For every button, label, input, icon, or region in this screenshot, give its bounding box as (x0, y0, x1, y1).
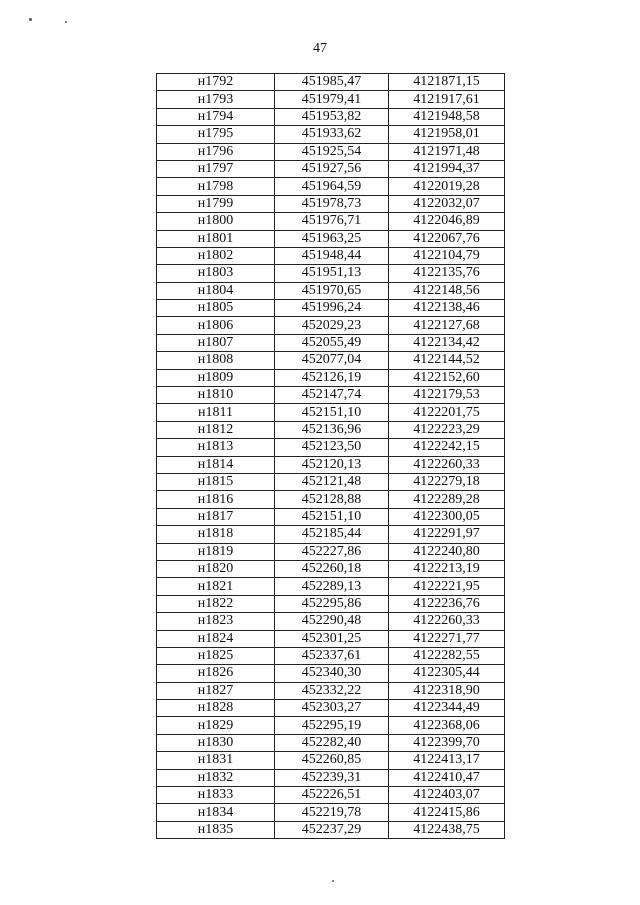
table-row (157, 630, 505, 647)
x-coordinate-cell: 452055,49 (275, 334, 389, 351)
point-id-cell: н1834 (157, 804, 275, 821)
table-row (157, 108, 505, 125)
table-row (157, 213, 505, 230)
table-row (157, 178, 505, 195)
y-coordinate-cell: 4122019,28 (389, 178, 505, 195)
y-coordinate-cell: 4122410,47 (389, 769, 505, 786)
x-coordinate-cell: 452128,88 (275, 491, 389, 508)
point-id-cell: н1818 (157, 526, 275, 543)
y-coordinate-cell: 4122413,17 (389, 752, 505, 769)
point-id-cell: н1794 (157, 108, 275, 125)
y-coordinate-cell: 4122305,44 (389, 665, 505, 682)
point-id-cell: н1799 (157, 195, 275, 212)
x-coordinate-cell: 452185,44 (275, 526, 389, 543)
page-number: 47 (313, 41, 327, 56)
x-coordinate-cell: 452303,27 (275, 700, 389, 717)
table-row (157, 160, 505, 177)
point-id-cell: н1807 (157, 334, 275, 351)
y-coordinate-cell: 4122282,55 (389, 647, 505, 664)
table-row (157, 282, 505, 299)
point-id-cell: н1822 (157, 595, 275, 612)
point-id-cell: н1792 (157, 74, 275, 91)
y-coordinate-cell: 4122134,42 (389, 334, 505, 351)
x-coordinate-cell: 452260,85 (275, 752, 389, 769)
x-coordinate-cell: 452151,10 (275, 404, 389, 421)
y-coordinate-cell: 4122300,05 (389, 508, 505, 525)
point-id-cell: н1813 (157, 439, 275, 456)
point-id-cell: н1809 (157, 369, 275, 386)
table-row (157, 578, 505, 595)
y-coordinate-cell: 4122399,70 (389, 734, 505, 751)
table-row (157, 543, 505, 560)
y-coordinate-cell: 4122138,46 (389, 300, 505, 317)
table-row (157, 334, 505, 351)
x-coordinate-cell: 451996,24 (275, 300, 389, 317)
point-id-cell: н1825 (157, 647, 275, 664)
y-coordinate-cell: 4122152,60 (389, 369, 505, 386)
x-coordinate-cell: 452260,18 (275, 560, 389, 577)
x-coordinate-cell: 451933,62 (275, 126, 389, 143)
point-id-cell: н1808 (157, 352, 275, 369)
table-row (157, 439, 505, 456)
y-coordinate-cell: 4122135,76 (389, 265, 505, 282)
table-row (157, 804, 505, 821)
y-coordinate-cell: 4122291,97 (389, 526, 505, 543)
table-row (157, 404, 505, 421)
y-coordinate-cell: 4122148,56 (389, 282, 505, 299)
y-coordinate-cell: 4122240,80 (389, 543, 505, 560)
table-row (157, 647, 505, 664)
point-id-cell: н1819 (157, 543, 275, 560)
x-coordinate-cell: 451951,13 (275, 265, 389, 282)
y-coordinate-cell: 4122221,95 (389, 578, 505, 595)
x-coordinate-cell: 452123,50 (275, 439, 389, 456)
table-row (157, 787, 505, 804)
table-row (157, 369, 505, 386)
table-row (157, 821, 505, 838)
y-coordinate-cell: 4122032,07 (389, 195, 505, 212)
table-row (157, 456, 505, 473)
table-row (157, 734, 505, 751)
table-row (157, 317, 505, 334)
point-id-cell: н1812 (157, 421, 275, 438)
point-id-cell: н1827 (157, 682, 275, 699)
y-coordinate-cell: 4122415,86 (389, 804, 505, 821)
point-id-cell: н1796 (157, 143, 275, 160)
table-row (157, 387, 505, 404)
point-id-cell: н1823 (157, 613, 275, 630)
table-row (157, 700, 505, 717)
y-coordinate-cell: 4121971,48 (389, 143, 505, 160)
point-id-cell: н1817 (157, 508, 275, 525)
table-row (157, 473, 505, 490)
x-coordinate-cell: 451976,71 (275, 213, 389, 230)
x-coordinate-cell: 452237,29 (275, 821, 389, 838)
table-row (157, 352, 505, 369)
y-coordinate-cell: 4122236,76 (389, 595, 505, 612)
point-id-cell: н1793 (157, 91, 275, 108)
x-coordinate-cell: 452120,13 (275, 456, 389, 473)
point-id-cell: н1810 (157, 387, 275, 404)
point-id-cell: н1811 (157, 404, 275, 421)
point-id-cell: н1828 (157, 700, 275, 717)
coordinates-table (156, 73, 505, 839)
table-row (157, 195, 505, 212)
point-id-cell: н1814 (157, 456, 275, 473)
table-row (157, 682, 505, 699)
table-row (157, 143, 505, 160)
y-coordinate-cell: 4122104,79 (389, 247, 505, 264)
point-id-cell: н1816 (157, 491, 275, 508)
scan-speck (332, 880, 334, 882)
x-coordinate-cell: 451978,73 (275, 195, 389, 212)
table-row (157, 752, 505, 769)
x-coordinate-cell: 451964,59 (275, 178, 389, 195)
y-coordinate-cell: 4122179,53 (389, 387, 505, 404)
table-row (157, 126, 505, 143)
y-coordinate-cell: 4122289,28 (389, 491, 505, 508)
point-id-cell: н1798 (157, 178, 275, 195)
table-row (157, 300, 505, 317)
y-coordinate-cell: 4122201,75 (389, 404, 505, 421)
point-id-cell: н1833 (157, 787, 275, 804)
table-row (157, 769, 505, 786)
table-row (157, 230, 505, 247)
point-id-cell: н1830 (157, 734, 275, 751)
table-row (157, 717, 505, 734)
table-row (157, 421, 505, 438)
x-coordinate-cell: 451953,82 (275, 108, 389, 125)
y-coordinate-cell: 4122260,33 (389, 456, 505, 473)
table-row (157, 508, 505, 525)
point-id-cell: н1804 (157, 282, 275, 299)
coordinates-table-body (157, 74, 505, 839)
point-id-cell: н1831 (157, 752, 275, 769)
y-coordinate-cell: 4122318,90 (389, 682, 505, 699)
scan-speck (65, 21, 67, 23)
point-id-cell: н1802 (157, 247, 275, 264)
x-coordinate-cell: 452126,19 (275, 369, 389, 386)
y-coordinate-cell: 4121994,37 (389, 160, 505, 177)
y-coordinate-cell: 4122260,33 (389, 613, 505, 630)
x-coordinate-cell: 452289,13 (275, 578, 389, 595)
point-id-cell: н1820 (157, 560, 275, 577)
x-coordinate-cell: 451925,54 (275, 143, 389, 160)
point-id-cell: н1803 (157, 265, 275, 282)
y-coordinate-cell: 4122344,49 (389, 700, 505, 717)
x-coordinate-cell: 451948,44 (275, 247, 389, 264)
y-coordinate-cell: 4122213,19 (389, 560, 505, 577)
x-coordinate-cell: 452282,40 (275, 734, 389, 751)
y-coordinate-cell: 4121958,01 (389, 126, 505, 143)
point-id-cell: н1795 (157, 126, 275, 143)
y-coordinate-cell: 4122223,29 (389, 421, 505, 438)
table-row (157, 247, 505, 264)
point-id-cell: н1829 (157, 717, 275, 734)
x-coordinate-cell: 452077,04 (275, 352, 389, 369)
y-coordinate-cell: 4122368,06 (389, 717, 505, 734)
x-coordinate-cell: 451970,65 (275, 282, 389, 299)
point-id-cell: н1835 (157, 821, 275, 838)
table-row (157, 265, 505, 282)
y-coordinate-cell: 4122046,89 (389, 213, 505, 230)
x-coordinate-cell: 452226,51 (275, 787, 389, 804)
point-id-cell: н1824 (157, 630, 275, 647)
point-id-cell: н1801 (157, 230, 275, 247)
scan-speck (29, 18, 32, 21)
x-coordinate-cell: 451963,25 (275, 230, 389, 247)
table-row (157, 491, 505, 508)
table-row (157, 560, 505, 577)
x-coordinate-cell: 452295,86 (275, 595, 389, 612)
x-coordinate-cell: 452147,74 (275, 387, 389, 404)
y-coordinate-cell: 4122438,75 (389, 821, 505, 838)
x-coordinate-cell: 452290,48 (275, 613, 389, 630)
x-coordinate-cell: 452219,78 (275, 804, 389, 821)
point-id-cell: н1800 (157, 213, 275, 230)
y-coordinate-cell: 4122067,76 (389, 230, 505, 247)
x-coordinate-cell: 452301,25 (275, 630, 389, 647)
point-id-cell: н1821 (157, 578, 275, 595)
x-coordinate-cell: 451985,47 (275, 74, 389, 91)
y-coordinate-cell: 4122271,77 (389, 630, 505, 647)
y-coordinate-cell: 4121871,15 (389, 74, 505, 91)
point-id-cell: н1832 (157, 769, 275, 786)
x-coordinate-cell: 452337,61 (275, 647, 389, 664)
point-id-cell: н1826 (157, 665, 275, 682)
x-coordinate-cell: 452332,22 (275, 682, 389, 699)
x-coordinate-cell: 452029,23 (275, 317, 389, 334)
point-id-cell: н1815 (157, 473, 275, 490)
y-coordinate-cell: 4122144,52 (389, 352, 505, 369)
y-coordinate-cell: 4122279,18 (389, 473, 505, 490)
x-coordinate-cell: 452295,19 (275, 717, 389, 734)
x-coordinate-cell: 451927,56 (275, 160, 389, 177)
y-coordinate-cell: 4121917,61 (389, 91, 505, 108)
table-row (157, 74, 505, 91)
y-coordinate-cell: 4122403,07 (389, 787, 505, 804)
x-coordinate-cell: 452227,86 (275, 543, 389, 560)
point-id-cell: н1797 (157, 160, 275, 177)
table-row (157, 665, 505, 682)
x-coordinate-cell: 452239,31 (275, 769, 389, 786)
table-row (157, 613, 505, 630)
point-id-cell: н1806 (157, 317, 275, 334)
x-coordinate-cell: 452136,96 (275, 421, 389, 438)
table-row (157, 91, 505, 108)
x-coordinate-cell: 452340,30 (275, 665, 389, 682)
table-row (157, 526, 505, 543)
y-coordinate-cell: 4122127,68 (389, 317, 505, 334)
x-coordinate-cell: 451979,41 (275, 91, 389, 108)
x-coordinate-cell: 452151,10 (275, 508, 389, 525)
y-coordinate-cell: 4121948,58 (389, 108, 505, 125)
point-id-cell: н1805 (157, 300, 275, 317)
x-coordinate-cell: 452121,48 (275, 473, 389, 490)
y-coordinate-cell: 4122242,15 (389, 439, 505, 456)
table-row (157, 595, 505, 612)
